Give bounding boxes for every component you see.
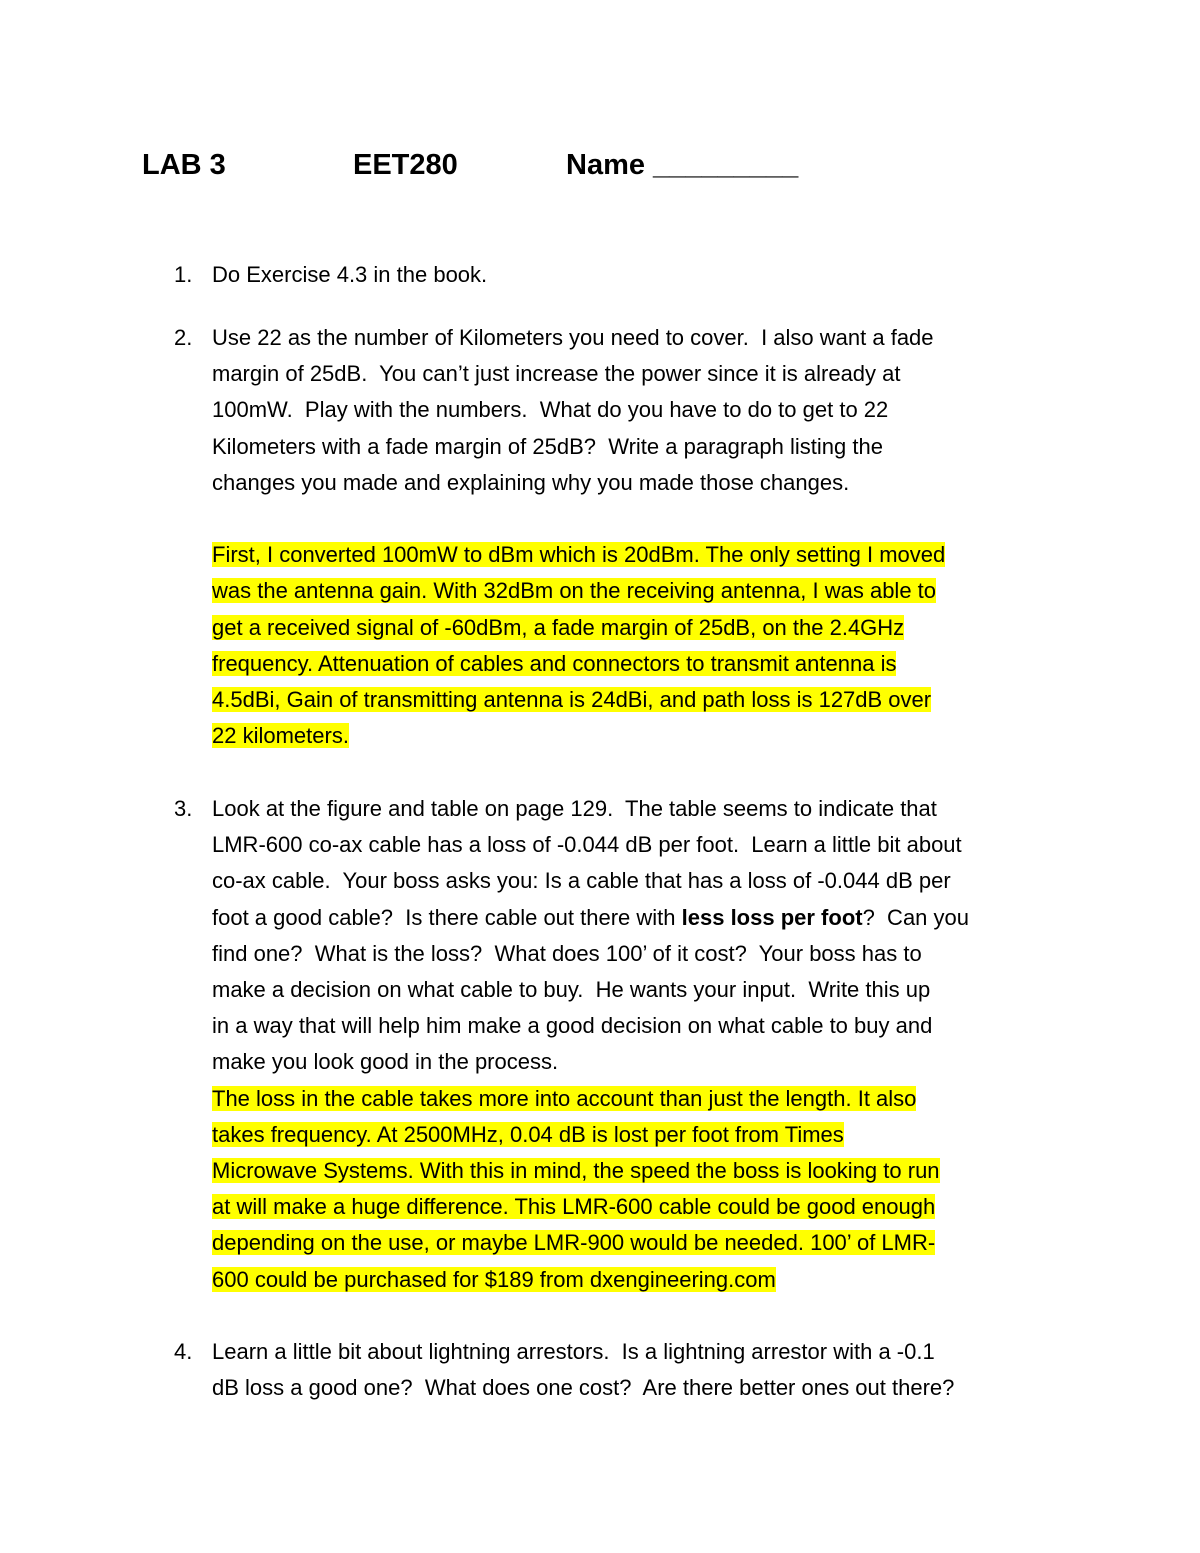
question-text-line: Look at the figure and table on page 129. The table seems to indicate that — [212, 796, 937, 821]
highlighted-answer-line: depending on the use, or maybe LMR-900 would be needed. 100’ of LMR- — [212, 1230, 936, 1256]
question-4 — [174, 1334, 1074, 1406]
name-field-label: Name _________ — [566, 149, 799, 181]
question-text-line: Use 22 as the number of Kilometers you need to cover. I also want a fade — [212, 325, 934, 350]
question-text-line: 100mW. Play with the numbers. What do you have to do to get to 22 — [212, 397, 889, 423]
course-code: EET280 — [353, 149, 458, 181]
question-text-segment: ? Can you — [862, 904, 969, 930]
highlighted-answer-line: The loss in the cable takes more into account than just the length. It also — [212, 1085, 917, 1111]
question-text-line: make a decision on what cable to buy. He wants your input. Write this up — [212, 977, 931, 1003]
question-text-line: make you look good in the process. — [212, 1049, 559, 1075]
question-text-line: co-ax cable. Your boss asks you: Is a cable that has a loss of -0.044 dB per — [212, 868, 951, 894]
highlighted-answer-line: Microwave Systems. With this in mind, the speed the boss is looking to run — [212, 1158, 940, 1184]
question-text-line: Learn a little bit about lightning arrestors. Is a lightning arrestor with a -0.1 — [212, 1339, 935, 1364]
question-1 — [174, 257, 1074, 293]
highlighted-answer-line: 4.5dBi, Gain of transmitting antenna is 24dBi, and path loss is 127dB over — [212, 687, 932, 713]
question-text-line: Kilometers with a fade margin of 25dB? Write a paragraph listing the — [212, 433, 883, 459]
answer-block — [212, 537, 1072, 754]
question-text-line: dB loss a good one? What does one cost? Are there better ones out there? — [212, 1375, 955, 1401]
question-number: 3. — [174, 796, 193, 821]
highlighted-answer-line: was the antenna gain. With 32dBm on the receiving antenna, I was able to — [212, 578, 937, 604]
blank-line — [212, 501, 1072, 537]
highlighted-answer-line: frequency. Attenuation of cables and connectors to transmit antenna is — [212, 650, 897, 676]
question-text-line: changes you made and explaining why you made those changes. — [212, 469, 850, 495]
highlighted-answer-line: 22 kilometers. — [212, 723, 349, 749]
question-2 — [174, 320, 1074, 754]
lab-title: LAB 3 — [142, 149, 226, 181]
question-text-line — [212, 900, 1072, 936]
highlighted-answer-line: at will make a huge difference. This LMR-600 cable could be good enough — [212, 1194, 936, 1220]
question-text-line: margin of 25dB. You can’t just increase the power since it is already at — [212, 361, 901, 387]
question-3 — [174, 791, 1074, 1298]
highlighted-answer-line: First, I converted 100mW to dBm which is 20dBm. The only setting I moved — [212, 542, 946, 568]
question-text-line: in a way that will help him make a good decision on what cable to buy and — [212, 1013, 933, 1039]
question-text-line: LMR-600 co-ax cable has a loss of -0.044 dB per foot. Learn a little bit about — [212, 832, 962, 858]
highlighted-answer-line: 600 could be purchased for $189 from dxengineering.com — [212, 1266, 776, 1292]
question-text-line: Do Exercise 4.3 in the book. — [212, 262, 488, 287]
question-text-line: find one? What is the loss? What does 100’ of it cost? Your boss has to — [212, 940, 922, 966]
highlighted-answer-line: get a received signal of -60dBm, a fade margin of 25dB, on the 2.4GHz — [212, 614, 905, 640]
document-header — [142, 145, 942, 185]
highlighted-answer-line: takes frequency. At 2500MHz, 0.04 dB is lost per foot from Times — [212, 1121, 844, 1147]
question-number: 1. — [174, 262, 193, 287]
question-number: 2. — [174, 325, 193, 350]
question-text-segment: foot a good cable? Is there cable out there with — [212, 904, 682, 930]
bold-emphasis: less loss per foot — [681, 904, 863, 930]
answer-block — [212, 1081, 1072, 1298]
question-number: 4. — [174, 1339, 193, 1364]
